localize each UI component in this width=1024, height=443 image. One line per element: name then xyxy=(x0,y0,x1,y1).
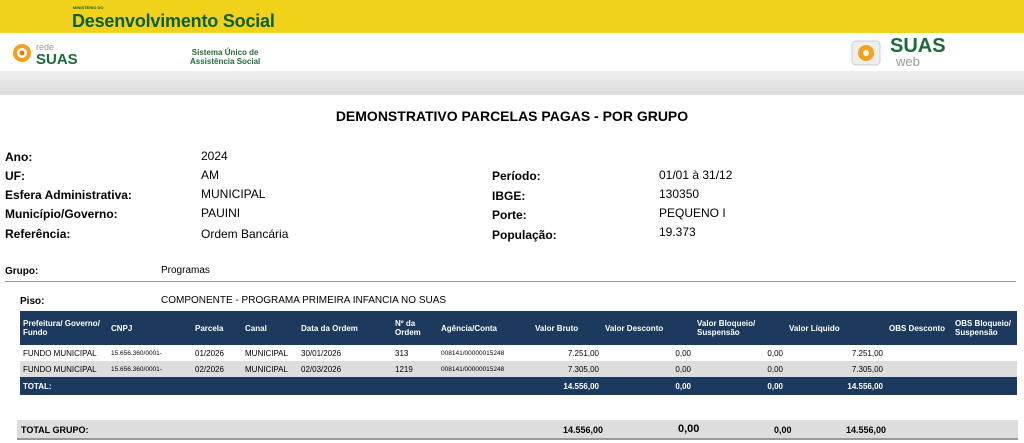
cell-valor-desconto: 0,00 xyxy=(602,361,694,377)
suas-web-title: SUAS xyxy=(890,35,946,57)
table-total-row xyxy=(20,377,1017,395)
table-row xyxy=(20,345,1017,361)
suas-web-logo xyxy=(850,35,980,69)
cell-obs-bloqueio xyxy=(952,361,1017,377)
cell-cnpj: 15.656.360/0001- xyxy=(108,345,192,361)
cell-agencia-conta: 008141/00000015248 xyxy=(438,361,532,377)
sistema-line-1: Sistema Único de xyxy=(191,48,259,57)
col-obs-bloqueio: OBS Bloqueio/ Suspensão xyxy=(952,311,1017,345)
col-obs-desconto: OBS Desconto xyxy=(886,311,952,345)
referencia-value: Ordem Bancária xyxy=(201,227,289,241)
cell-valor-bloqueio: 0,00 xyxy=(694,361,786,377)
cell-obs-bloqueio xyxy=(952,345,1017,361)
col-canal: Canal xyxy=(242,311,298,345)
grand-total-row xyxy=(17,420,1018,440)
cell-numero-ordem: 1219 xyxy=(392,361,438,377)
cell-numero-ordem: 313 xyxy=(392,345,438,361)
grand-total-desconto: 0,00 xyxy=(678,423,700,435)
cell-obs-desconto xyxy=(886,345,952,361)
col-cnpj: CNPJ xyxy=(108,311,192,345)
grand-total-bruto: 14.556,00 xyxy=(563,425,604,435)
col-agencia-conta: Agência/Conta xyxy=(438,311,532,345)
ibge-label: IBGE: xyxy=(492,189,526,203)
total-obs-bloqueio xyxy=(952,377,1017,395)
suas-text: SUAS xyxy=(36,51,78,66)
cell-parcela: 02/2026 xyxy=(192,361,242,377)
grupo-value: Programas xyxy=(161,265,210,276)
nav-bar xyxy=(0,71,1024,95)
cell-prefeitura: FUNDO MUNICIPAL xyxy=(20,361,108,377)
rede-suas-logo xyxy=(10,40,100,66)
porte-label: Porte: xyxy=(492,208,527,222)
populacao-value: 19.373 xyxy=(659,225,696,239)
ano-value: 2024 xyxy=(201,149,228,163)
total-label: TOTAL: xyxy=(20,377,532,395)
suas-web-sub: web xyxy=(896,54,920,69)
cell-valor-bruto: 7.251,00 xyxy=(532,345,602,361)
cell-canal: MUNICIPAL xyxy=(242,345,298,361)
ministry-caption: MINISTÉRIO DO xyxy=(73,5,104,10)
periodo-label: Período: xyxy=(492,169,541,183)
periodo-value: 01/01 à 31/12 xyxy=(659,168,733,182)
cell-agencia-conta: 008141/00000015248 xyxy=(438,345,532,361)
cell-data-ordem: 30/01/2026 xyxy=(298,345,392,361)
page-title: DEMONSTRATIVO PARCELAS PAGAS - POR GRUPO xyxy=(335,108,689,124)
total-bruto: 14.556,00 xyxy=(532,377,602,395)
referencia-label: Referência: xyxy=(5,227,71,241)
col-valor-bloqueio: Valor Bloqueio/ Suspensão xyxy=(694,311,786,345)
col-data-ordem: Data da Ordem xyxy=(298,311,392,345)
ano-label: Ano: xyxy=(5,150,33,164)
table-row xyxy=(20,361,1017,377)
grand-total-label: TOTAL GRUPO: xyxy=(21,425,89,435)
cell-valor-liquido: 7.305,00 xyxy=(786,361,886,377)
col-prefeitura: Prefeitura/ Governo/ Fundo xyxy=(20,311,108,345)
cell-valor-bloqueio: 0,00 xyxy=(694,345,786,361)
cell-prefeitura: FUNDO MUNICIPAL xyxy=(20,345,108,361)
cell-parcela: 01/2026 xyxy=(192,345,242,361)
esfera-value: MUNICIPAL xyxy=(201,187,266,201)
col-valor-bruto: Valor Bruto xyxy=(532,311,602,345)
cell-data-ordem: 02/03/2026 xyxy=(298,361,392,377)
cell-valor-desconto: 0,00 xyxy=(602,345,694,361)
populacao-label: População: xyxy=(492,228,557,242)
parcelas-table xyxy=(20,311,1017,395)
municipio-label: Município/Governo: xyxy=(5,207,118,221)
col-numero-ordem: Nº da Ordem xyxy=(392,311,438,345)
total-obs-desconto xyxy=(886,377,952,395)
cell-valor-liquido: 7.251,00 xyxy=(786,345,886,361)
piso-value: COMPONENTE - PROGRAMA PRIMEIRA INFANCIA NO SUAS xyxy=(161,295,447,306)
grupo-label: Grupo: xyxy=(5,266,39,277)
cell-cnpj: 15.656.360/0001- xyxy=(108,361,192,377)
ibge-value: 130350 xyxy=(659,187,700,201)
porte-value: PEQUENO I xyxy=(659,206,726,220)
ministry-title: Desenvolvimento Social xyxy=(72,11,275,31)
municipio-value: PAUINI xyxy=(201,206,241,220)
cell-obs-desconto xyxy=(886,361,952,377)
sistema-unico-caption xyxy=(190,48,260,66)
uf-label: UF: xyxy=(5,169,25,183)
grupo-divider xyxy=(5,281,1016,282)
total-desconto: 0,00 xyxy=(602,377,694,395)
brand-bar xyxy=(0,33,1024,71)
col-parcela: Parcela xyxy=(192,311,242,345)
col-valor-liquido: Valor Líquido xyxy=(786,311,886,345)
table-header-row xyxy=(20,311,1017,345)
ministry-banner xyxy=(0,0,1024,33)
col-valor-desconto: Valor Desconto xyxy=(602,311,694,345)
uf-value: AM xyxy=(201,168,219,182)
esfera-label: Esfera Administrativa: xyxy=(5,188,132,202)
total-bloqueio: 0,00 xyxy=(694,377,786,395)
grand-total-bloqueio: 0,00 xyxy=(774,425,792,435)
rede-text: rede xyxy=(36,42,55,52)
grand-total-liquido: 14.556,00 xyxy=(846,425,887,435)
piso-label: Piso: xyxy=(20,296,45,307)
cell-canal: MUNICIPAL xyxy=(242,361,298,377)
cell-valor-bruto: 7.305,00 xyxy=(532,361,602,377)
sistema-line-2: Assistência Social xyxy=(190,57,261,66)
total-liquido: 14.556,00 xyxy=(786,377,886,395)
